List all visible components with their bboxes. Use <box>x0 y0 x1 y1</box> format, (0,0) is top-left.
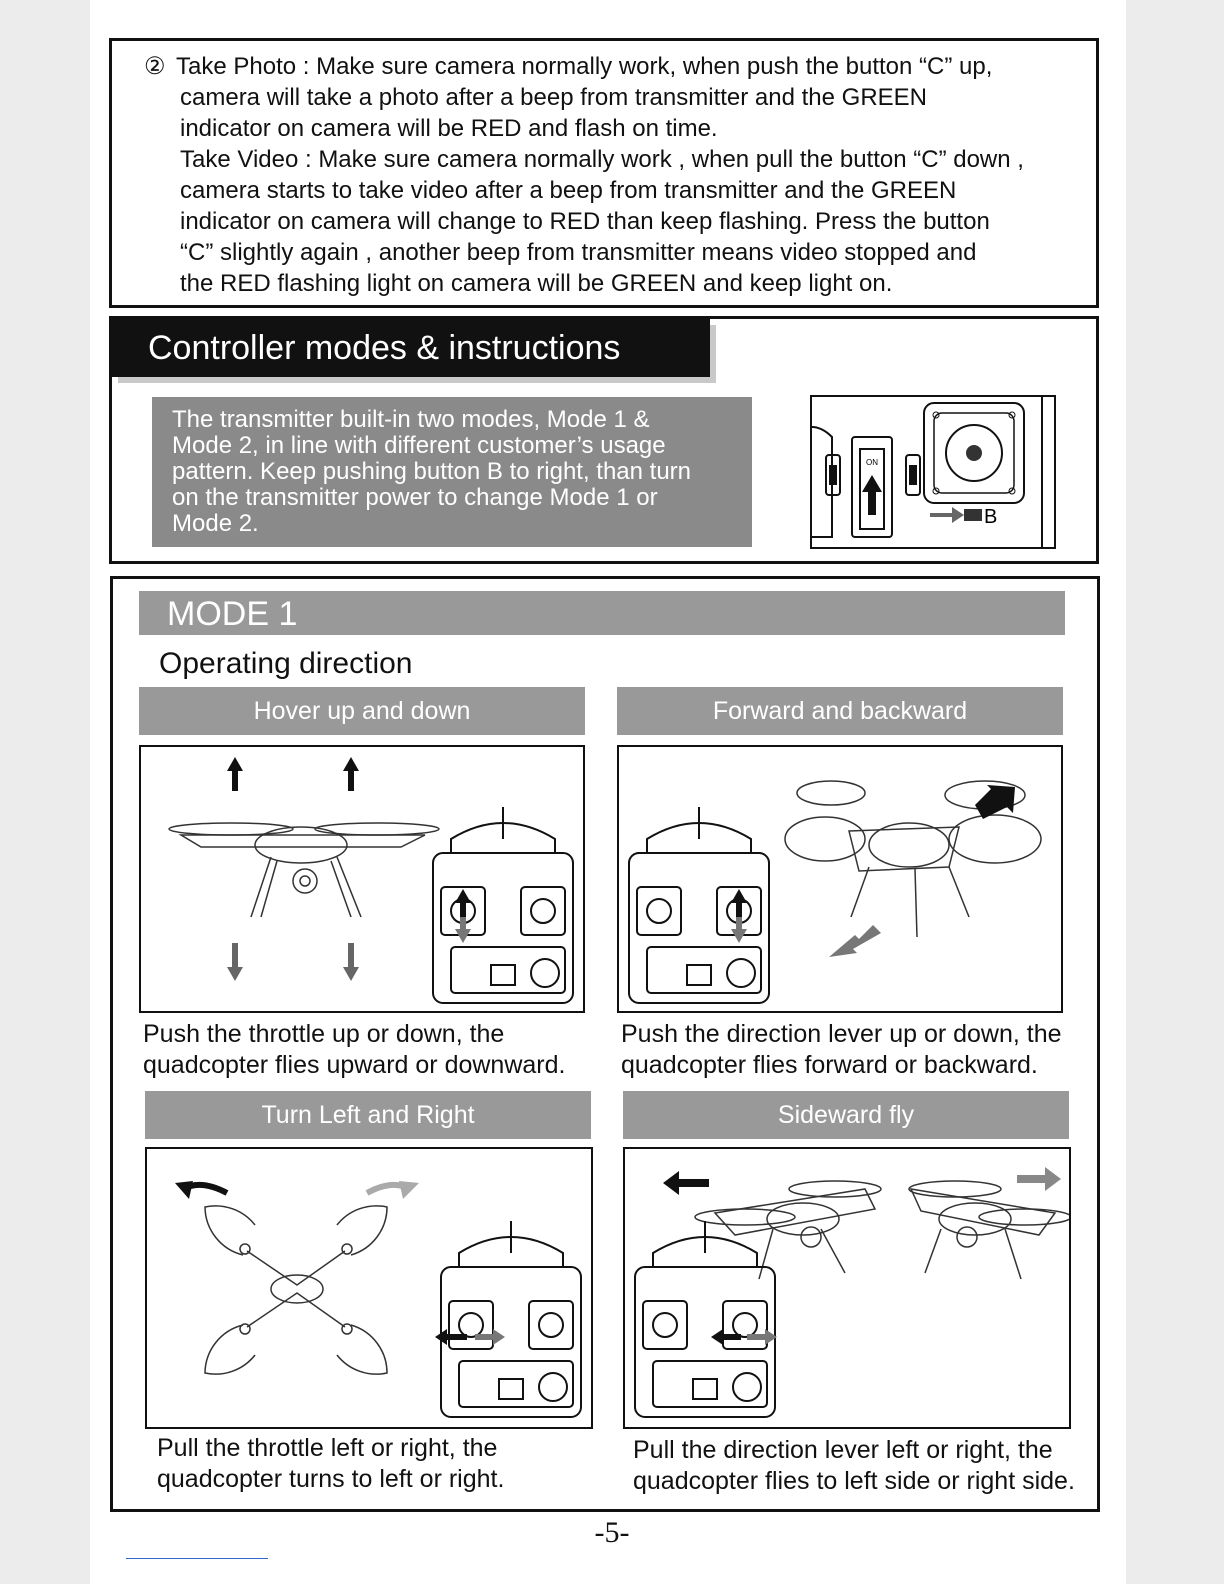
forward-caption <box>621 1019 1062 1081</box>
turn-caption <box>157 1433 504 1495</box>
up-arrow-icon <box>227 757 359 791</box>
intro-line: “C” slightly again , another beep from transmitter means video stopped and <box>180 239 977 266</box>
drone-top-view-icon <box>205 1206 387 1374</box>
caption-line: quadcopter turns to left or right. <box>157 1465 505 1493</box>
controller-modes-description <box>152 397 752 547</box>
up-arrow-icon <box>455 889 471 917</box>
drone-icon <box>695 1181 1069 1279</box>
description-line: on the transmitter power to change Mode 1 or <box>172 484 658 511</box>
transmitter-icon <box>635 1221 775 1417</box>
intro-line: Take Video : Make sure camera normally work , when pull the button “C” down , <box>180 146 1024 173</box>
switch-on-label: ON <box>866 458 878 467</box>
camera-instructions-box <box>109 38 1099 308</box>
mode-title: MODE 1 <box>139 591 1065 635</box>
caption-line: Pull the direction lever left or right, the <box>633 1436 1053 1464</box>
caption-line: Push the throttle up or down, the <box>143 1020 505 1048</box>
hover-caption <box>143 1019 565 1081</box>
sideward-heading: Sideward fly <box>623 1091 1069 1139</box>
left-arrow-icon <box>663 1171 709 1195</box>
drone-icon <box>169 823 439 917</box>
backward-arrow-icon <box>829 925 881 957</box>
left-arrow-icon <box>711 1329 741 1345</box>
hover-heading: Hover up and down <box>139 687 585 735</box>
right-arrow-icon <box>1017 1167 1061 1191</box>
caption-line: quadcopter flies upward or downward. <box>143 1051 566 1079</box>
description-line: Mode 2, in line with different customer’s usage <box>172 432 666 459</box>
page-number: -5- <box>594 1516 630 1549</box>
transmitter-icon <box>441 1221 581 1417</box>
mode-switch-illustration <box>810 395 1056 549</box>
forward-arrow-icon <box>975 785 1015 819</box>
left-arrow-icon <box>435 1329 467 1345</box>
intro-line: camera will take a photo after a beep from transmitter and the GREEN <box>180 84 928 111</box>
turn-heading: Turn Left and Right <box>145 1091 591 1139</box>
intro-line: indicator on camera will change to RED than keep flashing. Press the button <box>180 208 990 235</box>
sideward-illustration <box>623 1147 1071 1429</box>
description-line: The transmitter built-in two modes, Mode 1 & <box>172 406 650 433</box>
mode-1-box <box>110 576 1100 1512</box>
hover-illustration <box>139 745 585 1013</box>
controller-modes-title: Controller modes & instructions <box>112 319 710 377</box>
step-marker: ② <box>144 53 166 80</box>
caption-line: quadcopter flies to left side or right side. <box>633 1467 1075 1495</box>
controller-modes-box <box>109 316 1099 564</box>
caption-line: Push the direction lever up or down, the <box>621 1020 1062 1048</box>
operating-direction-heading: Operating direction <box>159 647 413 680</box>
transmitter-icon <box>433 807 573 1003</box>
transmitter-icon <box>629 807 769 1003</box>
down-arrow-icon <box>227 943 359 981</box>
caption-line: quadcopter flies forward or backward. <box>621 1051 1038 1079</box>
camera-instructions-text <box>176 51 1096 299</box>
forward-illustration <box>617 745 1063 1013</box>
intro-line: indicator on camera will be RED and flash on time. <box>180 115 718 142</box>
up-arrow-icon <box>731 889 747 917</box>
intro-line: the RED flashing light on camera will be GREEN and keep light on. <box>180 270 893 297</box>
switch-b-label: B <box>984 506 998 528</box>
sideward-caption <box>633 1435 1075 1497</box>
forward-heading: Forward and backward <box>617 687 1063 735</box>
right-arrow-icon <box>747 1329 777 1345</box>
right-arrow-icon <box>475 1329 505 1345</box>
intro-line: camera starts to take video after a beep from transmitter and the GREEN <box>180 177 957 204</box>
description-line: Mode 2. <box>172 510 259 537</box>
footer-rule <box>126 1558 268 1559</box>
intro-line: Take Photo : Make sure camera normally work, when push the button “C” up, <box>176 53 993 80</box>
description-line: pattern. Keep pushing button B to right, than turn <box>172 458 692 485</box>
turn-illustration <box>145 1147 593 1429</box>
caption-line: Pull the throttle left or right, the <box>157 1434 498 1462</box>
